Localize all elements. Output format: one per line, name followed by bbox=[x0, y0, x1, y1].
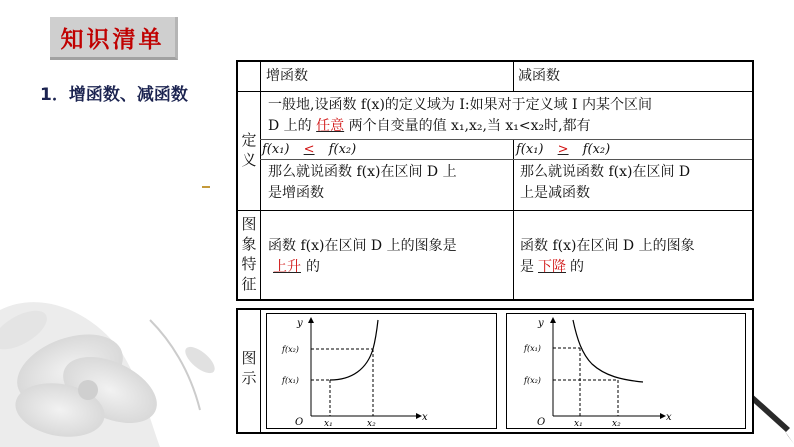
keyword-arbitrary: 任意 bbox=[316, 118, 345, 134]
definition-line-2: D 上的 任意 两个自变量的值 x₁,x₂,当 x₁<x₂时,都有 bbox=[268, 118, 591, 134]
feature-label: 图 象 特 征 bbox=[241, 215, 257, 293]
fx1-label-2: f(x₁) bbox=[524, 344, 541, 353]
graph-label: 图 示 bbox=[241, 349, 257, 387]
keyword-falling: 下降 bbox=[538, 259, 566, 275]
section-title: 1．增函数、减函数 bbox=[40, 85, 188, 105]
x-axis-label: x bbox=[422, 412, 428, 423]
increasing-conclusion: 那么就说函数 f(x)在区间 D 上 是增函数 bbox=[268, 164, 457, 201]
x2-label: x₂ bbox=[367, 419, 376, 428]
definition-table bbox=[236, 60, 754, 301]
graph-table bbox=[236, 308, 754, 434]
origin-label-2: O bbox=[537, 417, 546, 428]
increasing-graph bbox=[266, 313, 497, 429]
greater-than-sign: > bbox=[557, 142, 569, 157]
definition-label: 定 义 bbox=[241, 131, 257, 169]
decreasing-conclusion: 那么就说函数 f(x)在区间 D 上是减函数 bbox=[520, 164, 691, 201]
y-axis-label: y bbox=[297, 318, 303, 329]
header-increasing: 增函数 bbox=[266, 68, 308, 84]
increasing-feature: 函数 f(x)在区间 D 上的图象是 上升 的 bbox=[268, 238, 457, 275]
y-axis-label-2: y bbox=[538, 318, 544, 329]
page-title: 知识清单 bbox=[50, 17, 178, 60]
definition-line-1: 一般地,设函数 f(x)的定义域为 I:如果对于定义域 I 内某个区间 bbox=[268, 97, 653, 113]
decreasing-graph bbox=[506, 313, 746, 429]
increasing-graph-svg bbox=[267, 314, 496, 428]
decreasing-comparison: f(x₁) > f(x₂) bbox=[516, 142, 611, 157]
increasing-comparison: f(x₁) < f(x₂) bbox=[262, 142, 357, 157]
less-than-sign: < bbox=[303, 142, 315, 157]
fx2-label-2: f(x₂) bbox=[524, 376, 541, 385]
header-decreasing: 减函数 bbox=[518, 68, 560, 84]
decreasing-graph-svg bbox=[507, 314, 745, 428]
x1-label: x₁ bbox=[324, 419, 333, 428]
x1-label-2: x₁ bbox=[574, 419, 583, 428]
fx2-label: f(x₂) bbox=[282, 345, 299, 354]
keyword-rising: 上升 bbox=[273, 259, 301, 275]
flower-decoration-icon bbox=[0, 250, 240, 447]
fx1-label: f(x₁) bbox=[282, 376, 299, 385]
x-axis-label-2: x bbox=[666, 412, 672, 423]
origin-label: O bbox=[295, 417, 304, 428]
dash-mark bbox=[202, 186, 210, 188]
x2-label-2: x₂ bbox=[612, 419, 621, 428]
decreasing-feature: 函数 f(x)在区间 D 上的图象 是 下降 的 bbox=[520, 238, 695, 275]
